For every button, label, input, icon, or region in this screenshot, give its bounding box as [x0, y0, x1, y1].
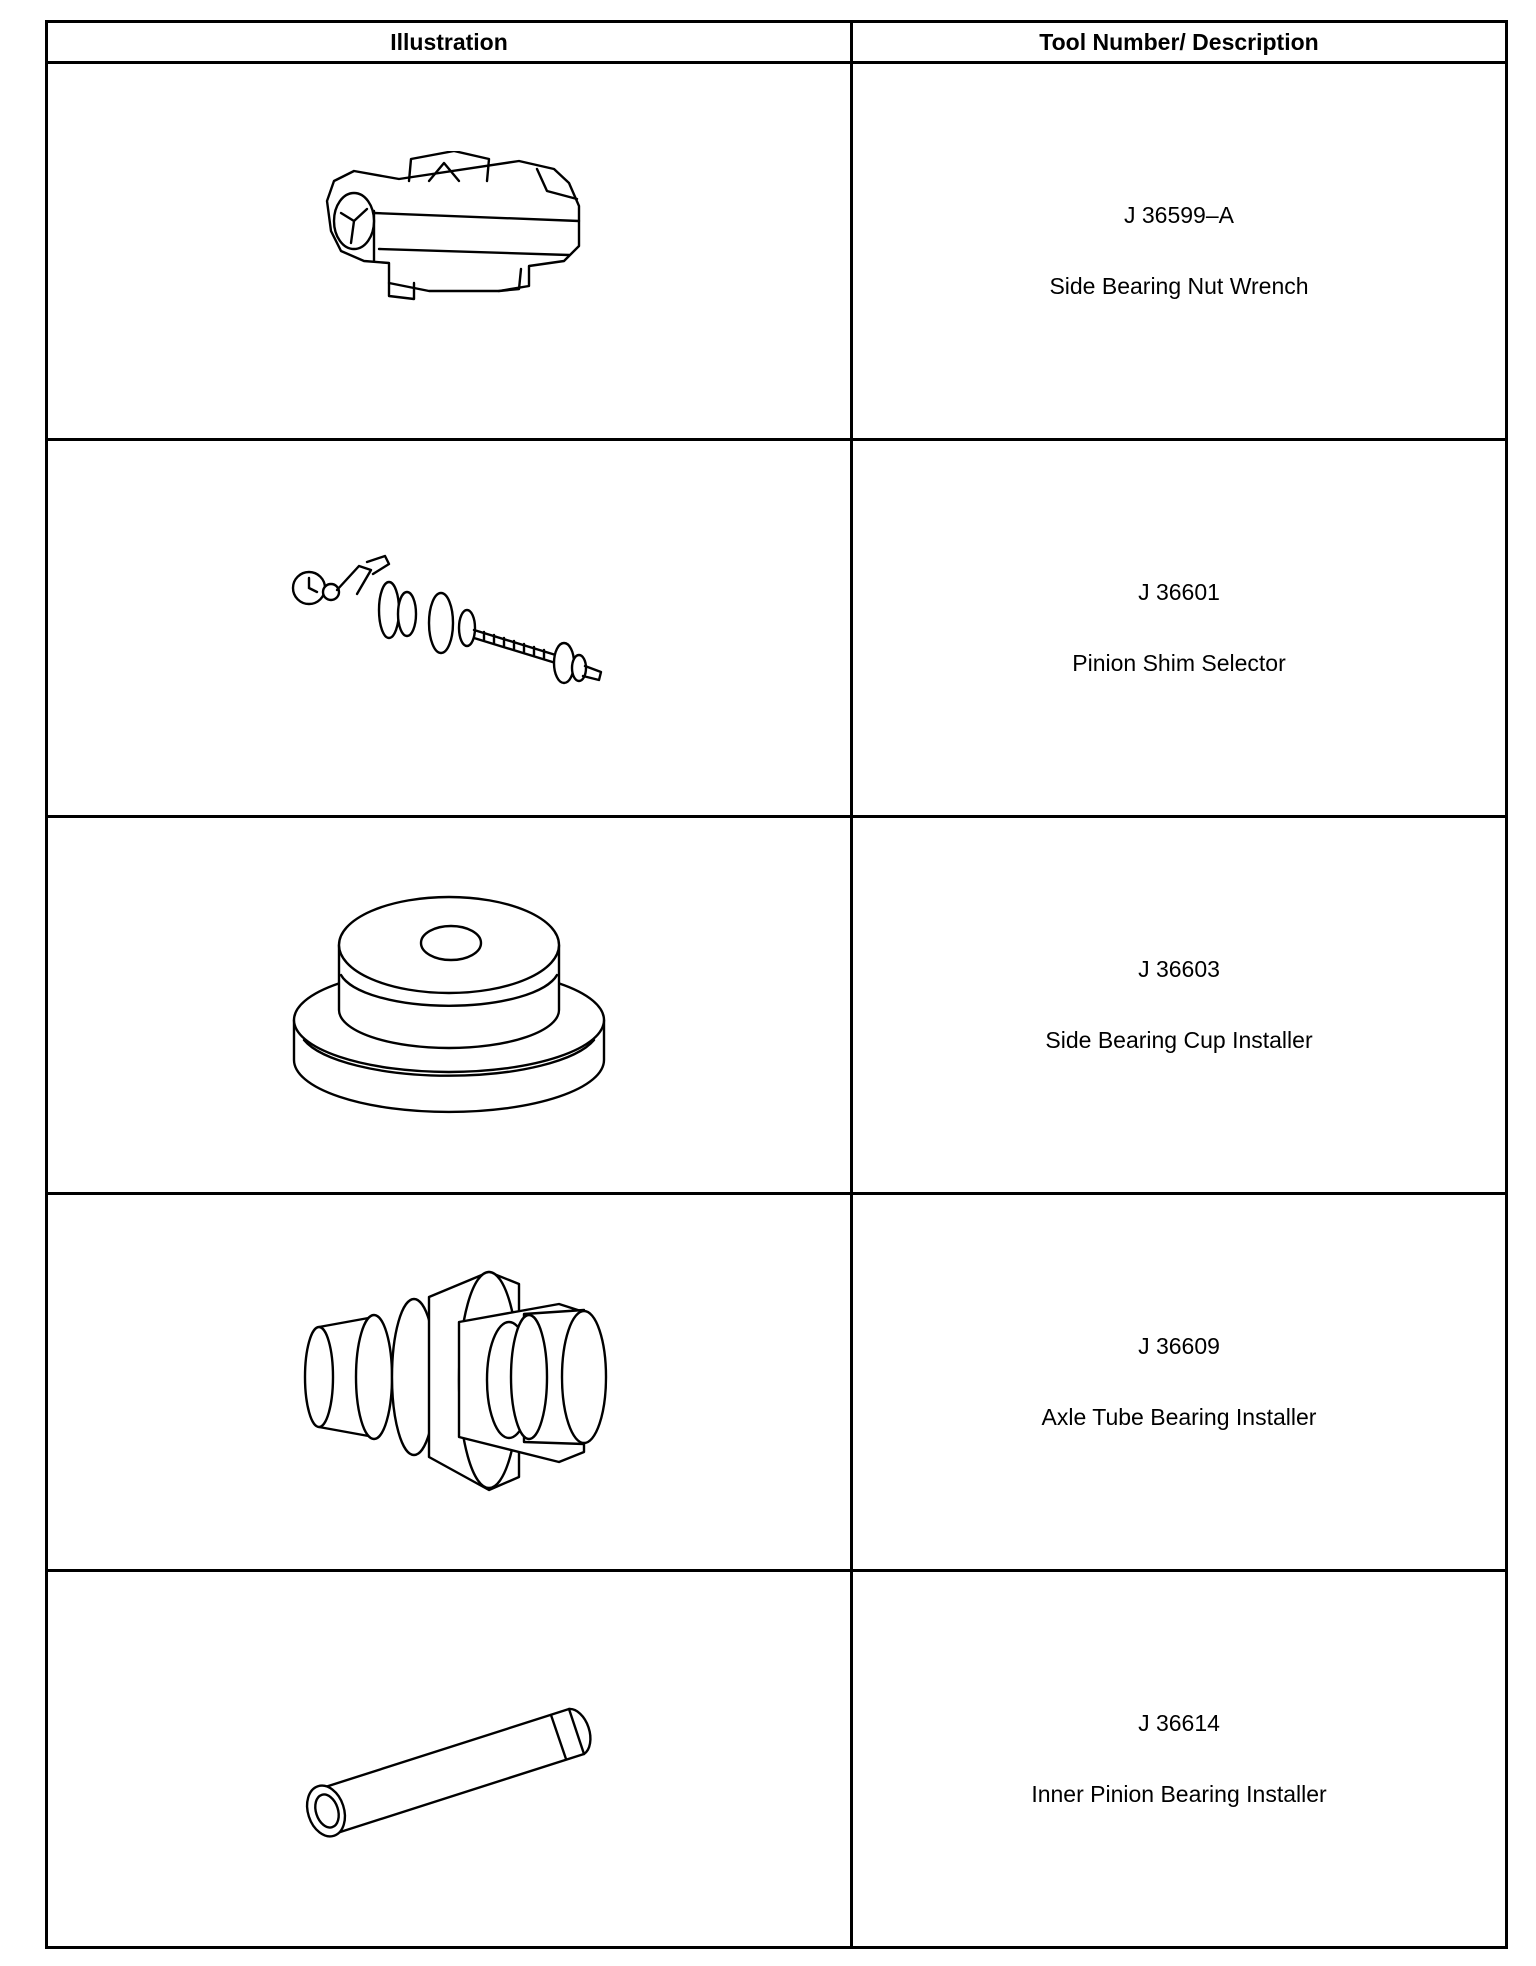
tool-description-cell: [852, 440, 1507, 817]
tool-description: Inner Pinion Bearing Installer: [1031, 1781, 1327, 1807]
special-tools-table: [45, 20, 1508, 1949]
side-bearing-cup-installer-illustration: [279, 875, 619, 1135]
side-bearing-nut-wrench-illustration: [279, 151, 619, 351]
table-row: [47, 63, 1507, 440]
tool-number: J 36609: [1138, 1333, 1220, 1359]
table-header-row: [47, 22, 1507, 63]
inner-pinion-bearing-installer-illustration: [279, 1659, 619, 1859]
table-row: [47, 1194, 1507, 1571]
illustration-cell: [47, 1571, 852, 1948]
table-row: [47, 817, 1507, 1194]
header-illustration: Illustration: [47, 22, 852, 63]
illustration-cell: [47, 817, 852, 1194]
tool-description-cell: [852, 1571, 1507, 1948]
tool-number: J 36614: [1138, 1710, 1220, 1736]
illustration-cell: [47, 440, 852, 817]
illustration-cell: [47, 63, 852, 440]
tool-description: Pinion Shim Selector: [1072, 650, 1286, 676]
tool-description-cell: [852, 817, 1507, 1194]
tool-description: Side Bearing Nut Wrench: [1049, 273, 1309, 299]
table-row: [47, 1571, 1507, 1948]
header-tool-description: Tool Number/ Description: [852, 22, 1507, 63]
tool-number: J 36601: [1138, 579, 1220, 605]
pinion-shim-selector-illustration: [279, 548, 619, 708]
tool-description: Axle Tube Bearing Installer: [1041, 1404, 1317, 1430]
axle-tube-bearing-installer-illustration: [279, 1252, 619, 1512]
tool-description: Side Bearing Cup Installer: [1045, 1027, 1313, 1053]
tool-description-cell: [852, 1194, 1507, 1571]
illustration-cell: [47, 1194, 852, 1571]
table-row: [47, 440, 1507, 817]
tool-number: J 36603: [1138, 956, 1220, 982]
tool-description-cell: [852, 63, 1507, 440]
tool-number: J 36599–A: [1124, 202, 1234, 228]
